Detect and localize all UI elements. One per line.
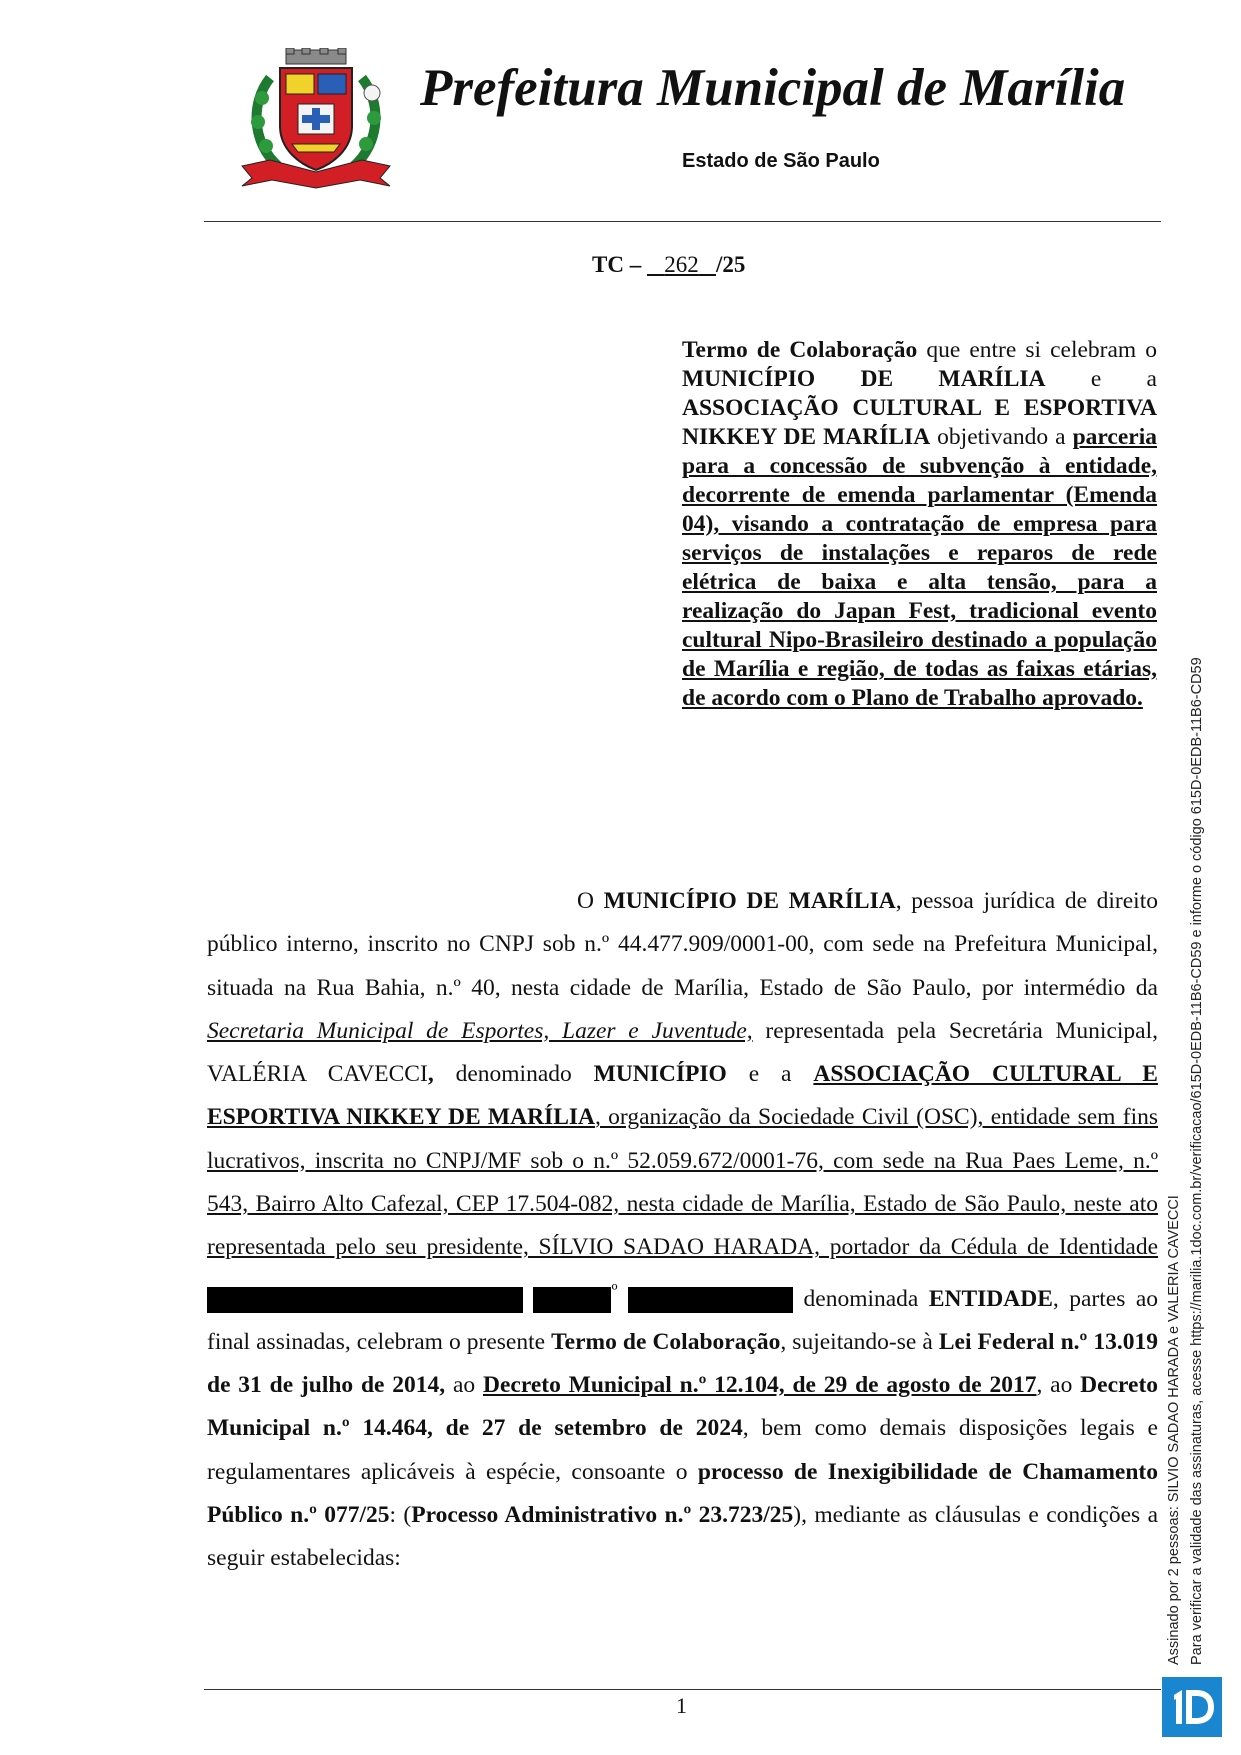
summary-block: Termo de Colaboração que entre si celebram o MUNICÍPIO DE MARÍLIA e a ASSOCIAÇÃO CULTURAL E ESPORTIVA NIKKEY DE MARÍLIA objetivando a parceria para a concessão de subvenção à entidade, decorrente de emenda parlamentar (Emenda 04), visando a contratação de empresa para serviços de instalações e reparos de rede elétrica de baixa e alta tensão, para a realização do Japan Fest, tradicional evento cultural Nipo-Brasileiro destinado a população de Marília e região, de todas as faixas etárias, de acordo com o Plano de Trabalho aprovado. [682, 337, 1157, 711]
1doc-logo-icon[interactable] [1162, 1677, 1222, 1737]
tc-reference [592, 252, 745, 278]
coat-of-arms-logo [240, 48, 392, 190]
tc-suffix: /25 [715, 252, 746, 277]
tc-number: 262 [664, 252, 699, 277]
signers-line: Assinado por 2 pessoas: SILVIO SADAO HARADA e VALERIA CAVECCI [1166, 1195, 1182, 1665]
footer-divider [204, 1689, 1161, 1690]
redaction-box [628, 1287, 793, 1313]
org-title: Prefeitura Municipal de Marília [420, 59, 1126, 117]
redaction-box [533, 1287, 611, 1313]
verification-link[interactable]: Para verificar a validade das assinaturas, acesse https://marilia.1doc.com.br/verificacao/615D-0EDB-11B6-CD59 e informe o código 615D-0EDB-11B6-CD59 [1189, 657, 1205, 1665]
tc-prefix: TC – [592, 252, 642, 277]
page-number: 1 [676, 1693, 687, 1718]
redaction-box [207, 1287, 523, 1313]
signature-verification-stamp [1163, 555, 1219, 1665]
body-paragraph: O MUNICÍPIO DE MARÍLIA, pessoa jurídica de direito público interno, inscrito no CNPJ sob n.º 44.477.909/0001-00, com sede na Prefeitura Municipal, situada na Rua Bahia, n.º 40, nesta cidade de Marília, Estado de São Paulo, por intermédio da Secretaria Municipal de Esportes, Lazer e Juventude, representada pela Secretária Municipal, VALÉRIA CAVECCI, denominado MUNICÍPIO e a ASSOCIAÇÃO CULTURAL E ESPORTIVA NIKKEY DE MARÍLIA, organização da Sociedade Civil (OSC), entidade sem fins lucrativos, inscrita no CNPJ/MF sob o n.º 52.059.672/0001-76, com sede na Rua Paes Leme, n.º 543, Bairro Alto Cafezal, CEP 17.504-082, nesta cidade de Marília, Estado de São Paulo, neste ato representada pelo seu presidente, SÍLVIO SADAO HARADA, portador da Cédula de Identidade $^º$ denominada ENTIDADE, partes ao final assinadas, celebram o presente Termo de Colaboração, sujeitando-se à Lei Federal n.º 13.019 de 31 de julho de 2014, ao Decreto Municipal n.º 12.104, de 29 de agosto de 2017, ao Decreto Municipal n.º 14.464, de 27 de setembro de 2024, bem como demais disposições legais e regulamentares aplicáveis à espécie, consoante o processo de Inexigibilidade de Chamamento Público n.º 077/25: (Processo Administrativo n.º 23.723/25), mediante as cláusulas e condições a seguir estabelecidas: [207, 888, 1159, 1572]
org-state: Estado de São Paulo [682, 150, 880, 172]
header-divider [204, 221, 1161, 222]
